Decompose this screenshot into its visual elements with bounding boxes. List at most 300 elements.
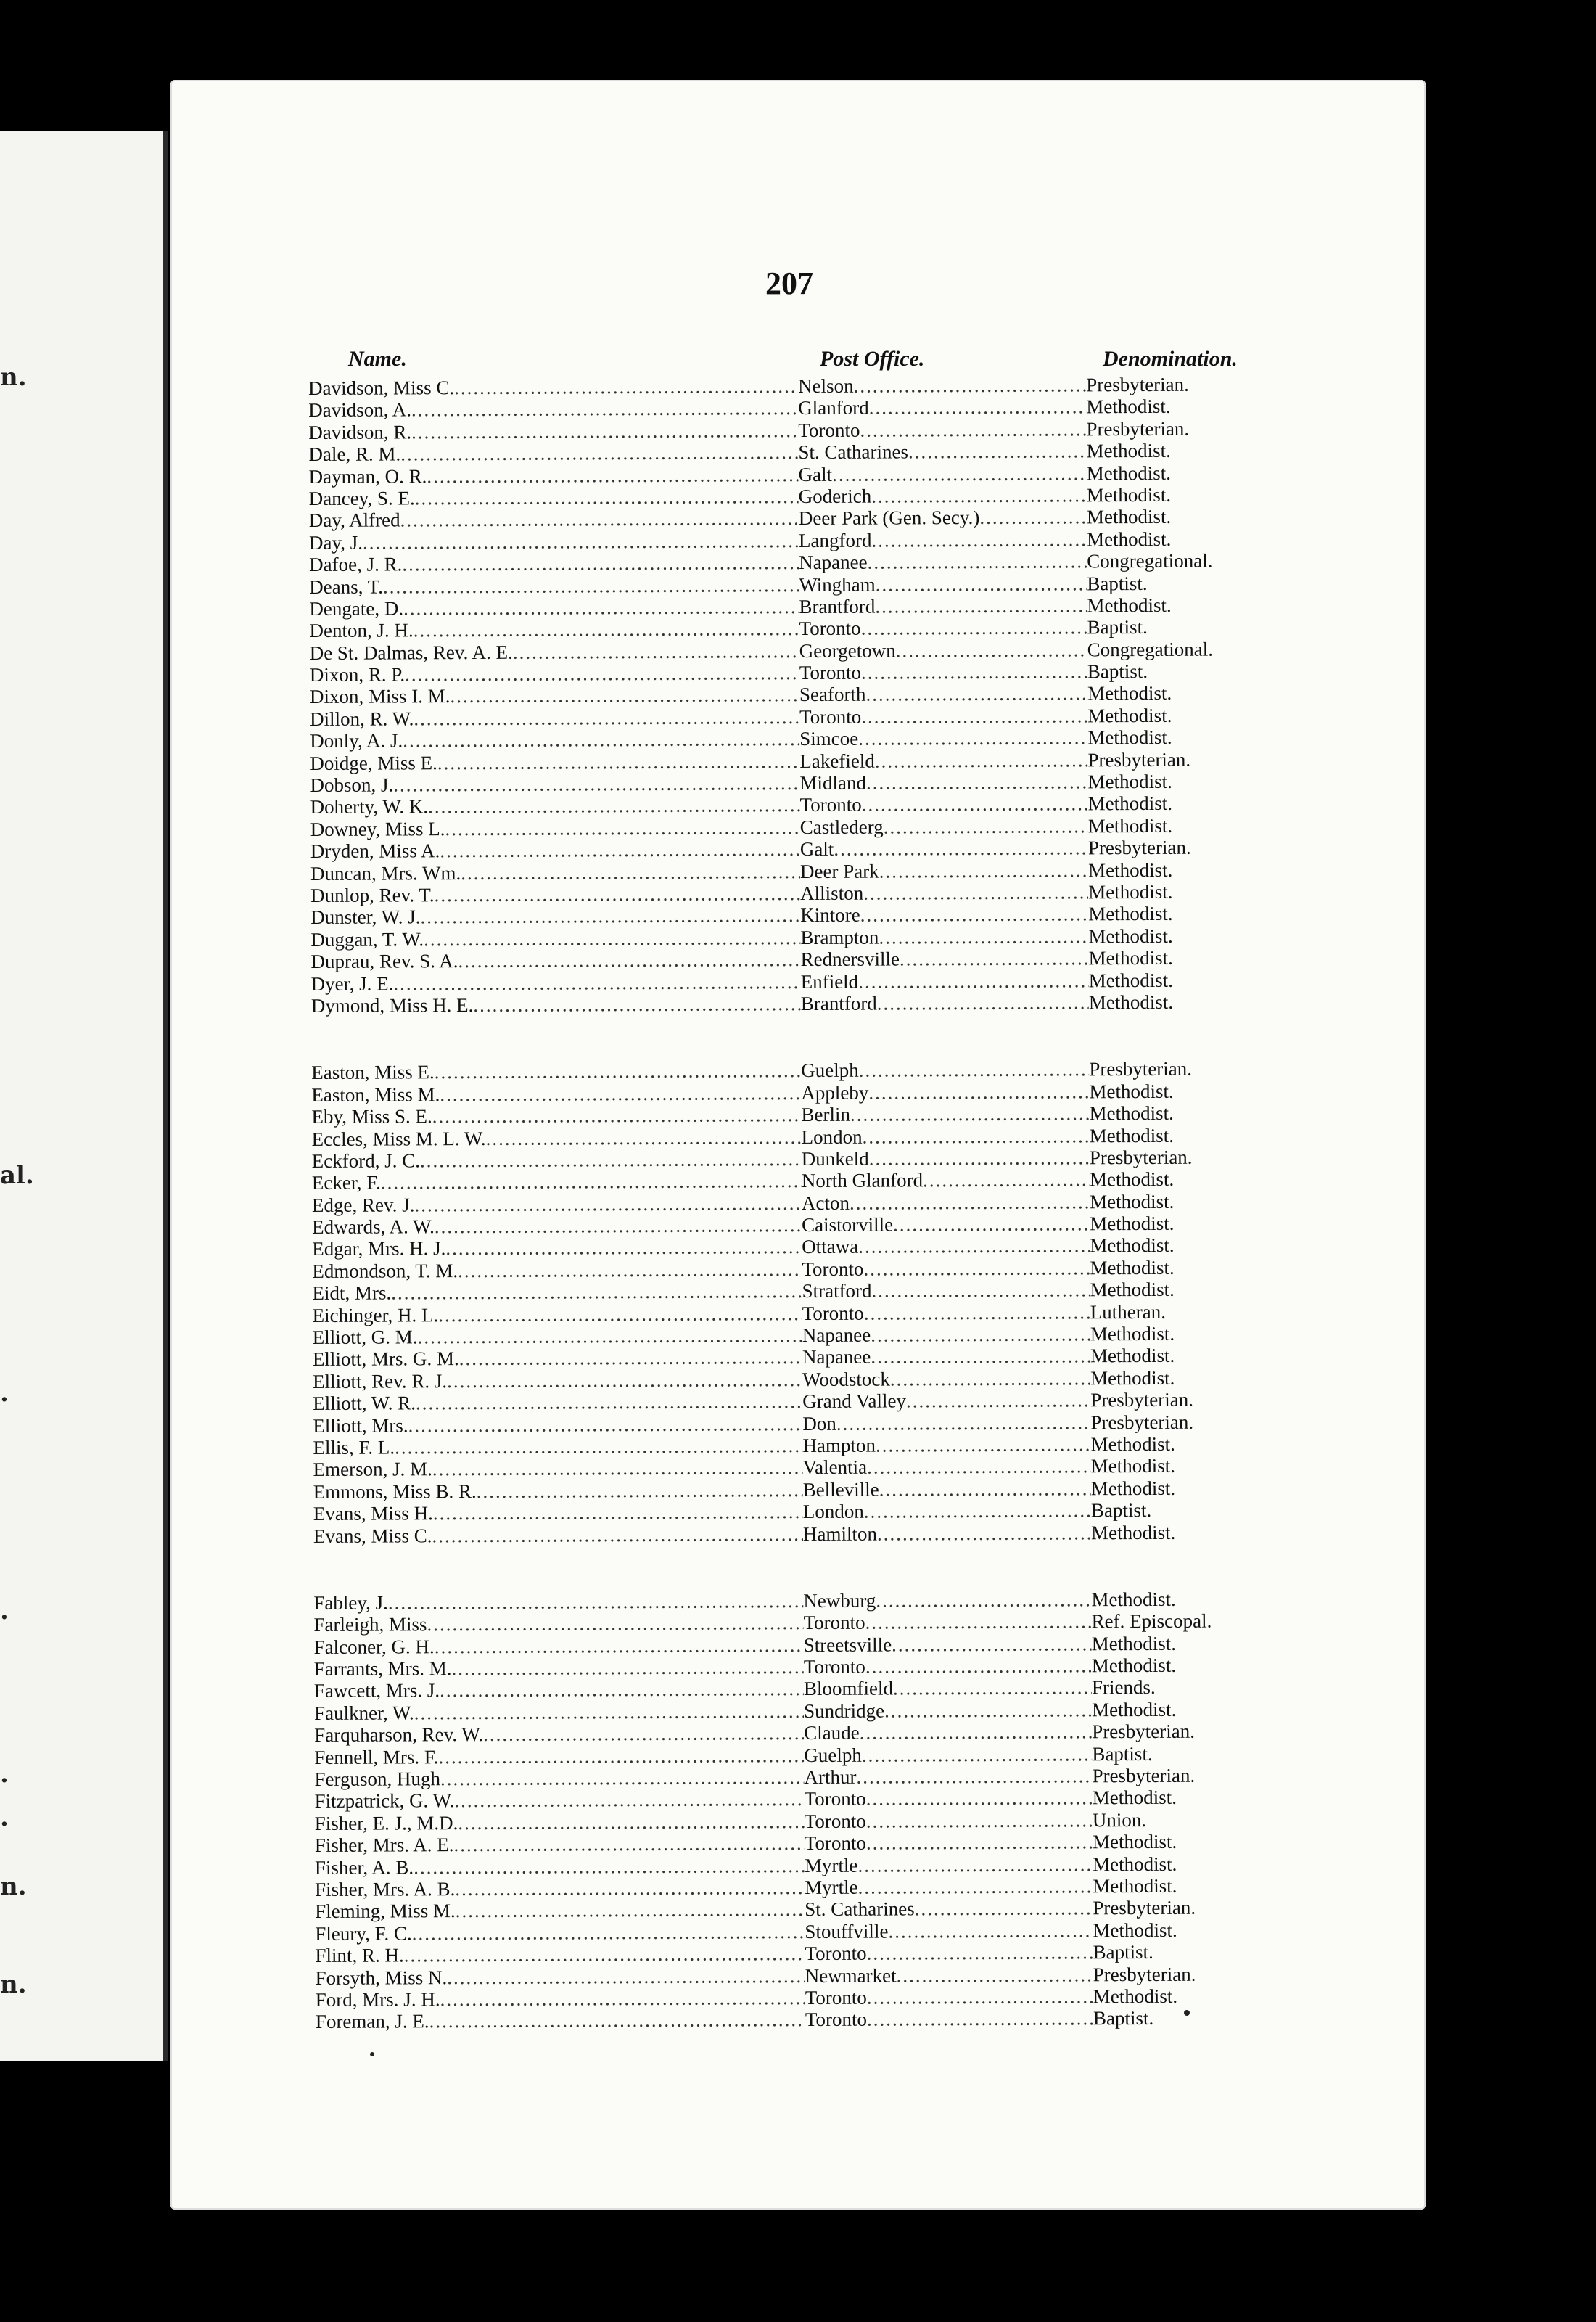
denomination-cell [1088,814,1297,837]
denomination-cell [1086,439,1295,461]
name-text: Dymond, Miss H. E. [310,993,474,1017]
ink-speck [370,2052,374,2056]
post-office-text: Stouffville [805,1920,889,1942]
post-office-text: Deer Park [799,860,879,882]
name-cell [314,1722,804,1746]
post-office-text: Toronto [799,705,862,728]
denomination-text: Presbyterian. [1087,748,1191,771]
denomination-cell [1090,1190,1299,1213]
denomination-cell [1087,505,1296,528]
denomination-cell [1087,572,1296,594]
name-text: Day, Alfred [308,509,400,532]
name-text: Foreman, J. E. [315,2010,429,2033]
name-cell [313,1479,803,1503]
name-text: Dunster, W. J. [310,906,421,929]
post-office-text: Sundridge [803,1699,885,1722]
name-cell [315,1832,805,1856]
post-office-text: Toronto [803,1655,865,1678]
post-office-text: Newmarket [805,1964,897,1987]
post-office-cell [799,462,1087,485]
denomination-text: Methodist. [1087,814,1173,837]
post-office-text: Galt [799,838,834,861]
name-text: Duprau, Rev. S. A. [310,950,458,973]
leader-dots [459,1346,802,1369]
leader-dots [447,1965,805,1988]
left-page-fragment: n. [0,363,27,392]
post-office-text: Berlin [801,1103,851,1126]
name-text: Elliott, Mrs. G. M. [312,1347,459,1371]
post-office-text: Rednersville [800,948,900,971]
denomination-cell [1089,1101,1298,1124]
name-cell [316,1987,805,2011]
name-cell [315,1876,805,1900]
denomination-cell [1093,2006,1302,2029]
leader-dots [405,662,799,685]
name-text: Day, J. [308,531,363,554]
post-office-text: St. Catharines [805,1898,915,1921]
name-cell [310,640,799,664]
name-cell [310,904,800,928]
name-cell [309,551,799,575]
denomination-cell [1090,1432,1299,1455]
denomination-text: Methodist. [1087,704,1172,727]
post-office-text: Woodstock [802,1368,890,1390]
name-text: Dale, R. M. [308,443,401,466]
denomination-text: Methodist. [1088,924,1173,948]
post-office-text: Toronto [805,2009,868,2031]
denomination-cell [1093,1896,1301,1919]
post-office-cell [804,1721,1092,1744]
post-office-cell [803,1611,1091,1634]
denomination-cell [1087,594,1296,616]
post-office-text: Deer Park (Gen. Secy.) [798,506,980,530]
denomination-text: Methodist. [1091,1632,1177,1655]
denomination-text: Methodist. [1089,1168,1175,1191]
denomination-cell [1090,1234,1299,1257]
denomination-text: Methodist. [1090,1322,1175,1345]
post-office-cell [804,1654,1092,1678]
name-text: Eccles, Miss M. L. W. [311,1127,486,1150]
denomination-cell [1091,1477,1300,1499]
post-office-cell [802,1301,1090,1324]
name-cell [311,1082,801,1106]
denomination-cell [1092,1742,1301,1765]
denomination-cell [1093,1853,1301,1875]
name-text: Edwards, A. W. [312,1215,435,1239]
denomination-text: Methodist. [1090,1190,1175,1213]
name-text: Dafoe, J. R. [309,553,403,576]
leader-dots [363,530,799,554]
post-office-text: Ottawa [802,1236,859,1258]
leader-dots [440,1082,801,1105]
name-text: Deans, T. [309,575,384,598]
denomination-cell [1090,1366,1299,1389]
post-office-text: Toronto [804,1810,866,1832]
name-text: Farquharson, Rev. W. [314,1723,484,1747]
leader-dots [863,881,1088,903]
post-office-text: Toronto [802,1302,864,1324]
name-text: Edgar, Mrs. H. J. [312,1237,446,1260]
post-office-cell [803,1456,1091,1479]
post-office-cell [799,749,1087,772]
post-office-cell [801,991,1089,1014]
post-office-cell [799,660,1087,684]
section-gap [313,1543,1300,1592]
leader-dots [892,1633,1092,1655]
post-office-text: Toronto [805,1986,867,2009]
denomination-text: Methodist. [1092,1831,1177,1853]
name-cell [312,1170,802,1194]
denomination-cell [1087,615,1296,638]
name-cell [313,1413,802,1437]
name-cell [313,1302,802,1326]
denomination-text: Methodist. [1089,1080,1174,1103]
denomination-cell [1092,1720,1301,1742]
denomination-text: Methodist. [1086,506,1172,528]
name-cell [313,1501,803,1525]
post-office-cell [802,1191,1090,1214]
leader-dots [411,419,798,443]
post-office-cell [805,1919,1093,1942]
name-text: Dengate, D. [309,597,404,620]
name-cell [312,1236,802,1260]
leader-dots [473,993,801,1016]
denomination-text: Methodist. [1086,461,1172,484]
post-office-cell [802,1235,1090,1258]
left-page-fragment: n. [0,1970,27,1999]
post-office-cell [799,573,1087,596]
leader-dots [867,1941,1093,1964]
name-cell [313,1324,802,1348]
denomination-text: Methodist. [1093,1985,1178,2008]
leader-dots [412,1921,805,1944]
leader-dots [871,484,1087,506]
name-text: Fabley, J. [313,1591,388,1614]
name-text: Dancey, S. E. [308,487,415,509]
leader-dots [836,1411,1091,1435]
leader-dots [861,660,1087,683]
leader-dots [440,1678,804,1702]
name-text: Emmons, Miss B. R. [313,1480,477,1503]
leader-dots [395,1435,803,1458]
name-text: Davidson, Miss C. [308,377,455,399]
name-text: Edmondson, T. M. [312,1259,458,1282]
denomination-text: Methodist. [1090,1432,1175,1456]
name-cell [313,1612,803,1636]
post-office-text: Myrtle [804,1854,858,1876]
leader-dots [435,1634,804,1657]
denomination-text: Methodist. [1092,1853,1177,1875]
post-office-text: Toronto [803,1611,865,1634]
section-gap [311,1012,1298,1062]
denomination-cell [1092,1764,1301,1786]
name-text: Fisher, A. B. [314,1855,414,1879]
name-cell [314,1656,804,1680]
denomination-cell [1092,1676,1301,1699]
denomination-cell [1093,1808,1301,1831]
denomination-cell [1090,1300,1299,1323]
name-cell [311,971,801,995]
left-page-fragment: . [0,1760,9,1789]
denomination-text: Methodist. [1087,682,1172,705]
leader-dots [867,1456,1091,1478]
denomination-text: Methodist. [1087,528,1172,551]
name-text: Fleury, F. C. [315,1922,412,1945]
post-office-cell [802,1279,1090,1302]
denomination-cell [1091,1498,1300,1521]
denomination-cell [1088,924,1297,947]
post-office-text: Brantford [799,595,876,618]
name-text: Evans, Miss C. [313,1524,432,1547]
name-text: Doherty, W. K. [310,795,429,819]
leader-dots [858,1235,1090,1258]
post-office-text: Don [802,1412,836,1435]
denomination-cell [1093,1985,1302,2007]
leader-dots [440,1766,805,1789]
post-office-text: Toronto [804,1788,866,1810]
post-office-text: Claude [804,1721,860,1744]
leader-dots [454,1788,804,1811]
name-cell [312,1258,802,1282]
leader-dots [906,1389,1090,1411]
leader-dots [477,1479,803,1502]
name-cell [309,464,799,488]
post-office-text: Napanee [799,551,868,574]
leader-dots [429,2009,805,2032]
leader-dots [453,1832,804,1855]
post-office-cell [798,440,1086,463]
leader-dots [876,1433,1091,1456]
leader-dots [865,1654,1092,1677]
denomination-cell [1091,1588,1300,1610]
post-office-cell [805,2008,1093,2031]
denomination-text: Baptist. [1087,572,1148,594]
leader-dots [888,1919,1093,1942]
page-number: 207 [765,266,813,301]
name-text: Eby, Miss S. E. [311,1105,432,1128]
post-office-cell [800,947,1088,970]
leader-dots [850,1191,1090,1213]
leader-dots [858,969,1089,992]
denomination-cell [1088,836,1297,858]
post-office-cell [801,1102,1089,1125]
left-page-fragment: . [0,1379,9,1408]
name-cell [308,441,798,465]
post-office-cell [805,1964,1093,1987]
leader-dots [403,596,799,619]
denomination-text: Methodist. [1088,858,1173,881]
name-text: Davidson, A. [308,398,412,422]
leader-dots [897,1964,1093,1986]
leader-dots [868,1080,1089,1103]
name-text: Fennell, Mrs. F. [314,1745,439,1768]
denomination-text: Methodist. [1090,1477,1176,1500]
denomination-cell [1087,660,1296,682]
post-office-text: Galt [798,463,833,485]
leader-dots [860,903,1089,926]
post-office-cell [800,881,1088,904]
denomination-text: Methodist. [1086,395,1171,418]
leader-dots [402,551,799,575]
leader-dots [866,1787,1093,1810]
denomination-cell [1090,1146,1299,1168]
name-cell [309,485,799,509]
name-cell [315,1855,805,1879]
post-office-cell [802,1367,1090,1390]
leader-dots [871,1345,1090,1368]
denomination-text: Union. [1092,1808,1147,1831]
name-text: De St. Dalmas, Rev. A. E. [309,641,513,664]
denomination-cell [1092,1632,1301,1654]
name-text: Dixon, R. P. [309,663,406,686]
left-page-fragment: n. [0,1872,27,1901]
leader-dots [864,1301,1090,1324]
denomination-cell [1092,1654,1301,1676]
post-office-cell [800,925,1088,948]
denomination-text: Methodist. [1088,969,1174,991]
leader-dots [865,683,1087,705]
name-text: Fitzpatrick, G. W. [314,1789,455,1813]
name-text: Elliott, Mrs. [313,1414,408,1437]
name-text: Ecker, F. [311,1171,381,1194]
leader-dots [420,904,800,927]
name-cell [310,838,800,862]
post-office-text: Brampton [800,926,879,948]
leader-dots [456,1898,805,1921]
post-office-cell [803,1522,1091,1545]
name-text: Fisher, Mrs. A. E. [314,1834,454,1857]
denomination-text: Presbyterian. [1090,1388,1194,1411]
leader-dots [415,485,799,509]
denomination-cell [1090,1411,1299,1433]
denomination-cell [1090,1278,1299,1300]
name-text: Eckford, J. C. [311,1149,421,1172]
post-office-cell [802,1146,1090,1170]
post-office-cell [802,1323,1090,1346]
leader-dots [440,1987,805,2010]
denomination-text: Methodist. [1087,594,1172,617]
name-text: Dillon, R. W. [309,707,414,730]
name-cell [313,1369,802,1392]
leader-dots [414,1700,804,1723]
name-cell [308,375,798,399]
leader-dots [866,1831,1093,1854]
name-text: Fisher, E. J., M.D. [314,1811,458,1834]
denomination-cell [1087,726,1296,748]
name-cell [310,728,799,752]
post-office-text: Simcoe [799,727,859,750]
leader-dots [858,727,1087,750]
leader-dots [458,1258,802,1281]
post-office-text: Enfield [800,970,859,993]
name-cell [315,1898,805,1922]
post-office-cell [801,969,1089,993]
denomination-text: Congregational. [1087,638,1214,661]
post-office-text: North Glanford [801,1169,924,1192]
post-office-text: Alliston [800,882,864,905]
name-cell [314,1766,804,1790]
post-office-cell [802,1257,1090,1280]
leader-dots [860,1721,1093,1744]
name-cell [311,1104,801,1128]
post-office-cell [803,1499,1091,1522]
post-office-cell [801,1080,1089,1104]
denomination-cell [1090,1168,1299,1190]
denomination-text: Baptist. [1092,1742,1153,1765]
name-cell [308,397,798,421]
post-office-text: Belleville [802,1478,879,1501]
name-text: Downey, Miss L. [310,817,445,840]
leader-dots [433,1501,803,1524]
post-office-cell [799,550,1087,573]
post-office-cell [804,1743,1092,1766]
denomination-cell [1089,969,1298,991]
leader-dots [861,705,1087,727]
leader-dots [884,815,1088,837]
name-text: Elliott, Rev. R. J. [312,1369,448,1392]
post-office-cell [800,837,1088,861]
leader-dots [383,574,799,598]
leader-dots [435,1059,802,1083]
post-office-text: Toronto [799,794,862,816]
name-cell [310,706,799,730]
leader-dots [417,1324,802,1347]
name-cell [314,1744,804,1768]
name-text: Edge, Rev. J. [311,1194,415,1216]
column-header-name: Name. [348,347,407,371]
directory-row [313,1521,1300,1547]
name-cell [308,419,798,443]
post-office-cell [799,639,1087,662]
name-cell [312,1214,802,1238]
leader-dots [871,1323,1090,1345]
post-office-cell [802,1345,1090,1369]
denomination-text: Methodist. [1090,1521,1176,1543]
post-office-text: Toronto [799,661,861,684]
denomination-cell [1093,1786,1301,1808]
post-office-cell [798,374,1086,397]
name-text: Evans, Miss H. [313,1502,433,1525]
name-text: Ellis, F. L. [313,1436,395,1459]
left-page-fragment: . [0,1596,9,1625]
leader-dots [865,1611,1092,1633]
name-text: Doidge, Miss E. [310,751,437,774]
denomination-cell [1087,770,1296,792]
post-office-text: Myrtle [805,1876,858,1899]
post-office-text: Toronto [804,1831,867,1855]
name-cell [314,1700,804,1724]
leader-dots [896,639,1087,661]
denomination-text: Presbyterian. [1092,1764,1196,1787]
name-cell [315,1810,805,1834]
denomination-cell [1093,1874,1301,1897]
leader-dots [875,749,1088,771]
leader-dots [458,1810,804,1834]
name-text: Eidt, Mrs. [312,1281,392,1305]
name-text: Farrants, Mrs. M. [313,1657,452,1681]
leader-dots [414,1192,802,1215]
post-office-text: Valentia [802,1456,868,1479]
denomination-text: Baptist. [1087,616,1148,639]
leader-dots [877,991,1089,1014]
name-cell [310,927,800,951]
leader-dots [863,1125,1090,1147]
denomination-cell [1093,1963,1302,1985]
denomination-text: Baptist. [1093,2007,1154,2030]
leader-dots [438,1744,804,1768]
leader-dots [432,1456,803,1480]
denomination-text: Methodist. [1086,439,1171,462]
